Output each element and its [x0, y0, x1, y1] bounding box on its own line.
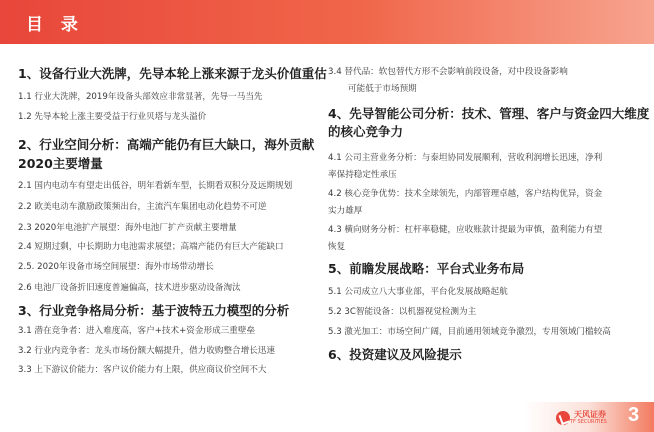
- toc-item-3-2[interactable]: 3.2 行业内竞争者：龙头市场份额大幅提升，借力收购整合增长迅速: [18, 346, 276, 356]
- toc-item-4-2-line2[interactable]: 实力雄厚: [328, 206, 363, 216]
- brand-logo: [556, 410, 607, 425]
- toc-item-5-2[interactable]: 5.2 3C智能设备：以机器视觉检测为主: [328, 307, 477, 317]
- toc-item-2-2[interactable]: 2.2 欧美电动车激励政策频出台，主流汽车集团电动化趋势不可逆: [18, 202, 267, 212]
- toc-item-1-2[interactable]: 1.2 先导本轮上涨主要受益于行业贝塔与龙头溢价: [18, 112, 207, 122]
- toc-item-1-1[interactable]: 1.1 行业大洗牌，2019年设备头部效应非常显著，先导一马当先: [18, 92, 263, 102]
- toc-item-3-4-line1[interactable]: 3.4 替代品：软包替代方形不会影响前段设备，对中段设备影响: [328, 67, 568, 77]
- section-6-title[interactable]: 6、投资建议及风险提示: [328, 347, 462, 362]
- toc-item-3-1[interactable]: 3.1 潜在竞争者：进入难度高，客户+技术+资金形成三重壁垒: [18, 326, 256, 336]
- section-4-title-line1[interactable]: 4、先导智能公司分析：技术、管理、客户与资金四大维度: [328, 106, 650, 121]
- toc-item-2-4[interactable]: 2.4 短期过剩，中长期助力电池需求展望；高端产能仍有巨大产能缺口: [18, 242, 284, 252]
- toc-item-4-1-line1[interactable]: 4.1 公司主营业务分析：与泰坦协同发展顺利，营收利润增长迅速，净利: [328, 153, 603, 163]
- toc-item-2-5[interactable]: 2.5. 2020年设备市场空间展望：海外市场带动增长: [18, 262, 214, 272]
- toc-item-4-1-line2[interactable]: 率保持稳定性承压: [328, 170, 397, 180]
- section-3-title[interactable]: 3、行业竞争格局分析：基于波特五力模型的分析: [18, 303, 290, 318]
- section-4-title-line2[interactable]: 的核心竞争力: [328, 124, 404, 139]
- toc-item-5-1[interactable]: 5.1 公司成立八大事业部，平台化发展战略起航: [328, 287, 508, 297]
- section-5-title[interactable]: 5、前瞻发展战略：平台式业务布局: [328, 261, 525, 276]
- brand-subtitle: TF SECURITIES: [570, 419, 607, 425]
- page-title: 目 录: [26, 15, 84, 35]
- section-2-title-line2[interactable]: 2020主要增量: [18, 156, 103, 171]
- header-bar: [0, 0, 654, 44]
- page-number: 3: [628, 404, 640, 426]
- toc-item-4-3-line1[interactable]: 4.3 横向财务分析：杠杆率稳健，应收账款计提最为审慎，盈利能力有望: [328, 225, 603, 235]
- toc-item-2-1[interactable]: 2.1 国内电动车有望走出低谷，明年看新车型，长期看双积分及远期规划: [18, 181, 293, 191]
- toc-item-2-3[interactable]: 2.3 2020年电池扩产展望：海外电池厂扩产贡献主要增量: [18, 223, 237, 233]
- section-1-title[interactable]: 1、设备行业大洗牌，先导本轮上涨来源于龙头价值重估: [18, 66, 327, 81]
- toc-item-4-3-line2[interactable]: 恢复: [328, 242, 346, 252]
- toc-item-3-4-line2[interactable]: 可能低于市场预期: [348, 84, 417, 94]
- section-2-title-line1[interactable]: 2、行业空间分析：高端产能仍有巨大缺口，海外贡献: [18, 137, 315, 152]
- brand-logo-icon: [556, 411, 570, 425]
- toc-item-5-3[interactable]: 5.3 激光加工：市场空间广阔，目前通用领域竞争激烈，专用领域门槛较高: [328, 327, 611, 337]
- brand-name: 天风证券: [574, 410, 606, 419]
- toc-item-2-6[interactable]: 2.6 电池厂设备折旧速度普遍偏高，技术进步驱动设备淘汰: [18, 283, 241, 293]
- toc-item-4-2-line1[interactable]: 4.2 核心竞争优势：技术全球领先，内部管理卓越，客户结构优异，资金: [328, 189, 603, 199]
- toc-item-3-3[interactable]: 3.3 上下游议价能力：客户议价能力有上限，供应商议价空间不大: [18, 365, 267, 375]
